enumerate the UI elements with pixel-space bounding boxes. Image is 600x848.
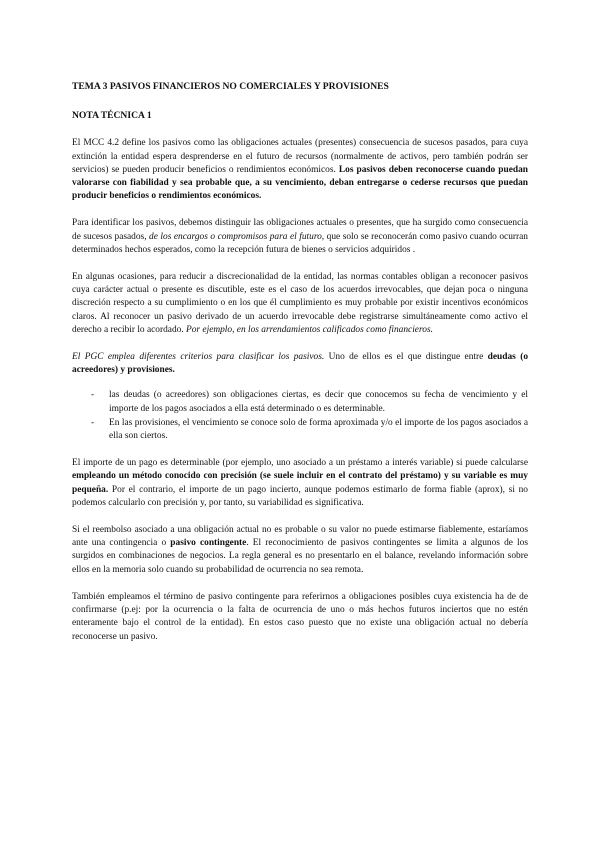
paragraph-2-italic: de los encargos o compromisos para el futuro,	[149, 231, 325, 242]
paragraph-6	[72, 524, 528, 577]
document-title: TEMA 3 PASIVOS FINANCIEROS NO COMERCIALES Y PROVISIONES	[72, 81, 389, 92]
paragraph-2-text-b: que solo se reconocerán como pasivo cuando ocurran determinados hechos esperados, como la recepción futura de bienes o servicios adquiridos .	[72, 231, 528, 255]
paragraph-1	[72, 137, 528, 203]
paragraph-2	[72, 217, 528, 257]
list-item-dash: -	[91, 390, 95, 401]
list-item	[92, 389, 528, 415]
list-item-dash: -	[91, 417, 95, 428]
paragraph-5-text-a: El importe de un pago es determinable (por ejemplo, uno asociado a un préstamo a interés variable) si puede calcularse	[72, 458, 528, 469]
bullet-list	[72, 389, 528, 443]
paragraph-3	[72, 271, 528, 337]
document-subtitle: NOTA TÉCNICA 1	[72, 110, 152, 122]
paragraph-1-bold: Los pasivos deben reconocerse cuando puedan valorarse con fiabilidad y sea probable que, a su vencimiento, deban entregarse o cederse recursos que puedan producir beneficios o rendimientos económicos.	[72, 164, 528, 202]
paragraph-5-bold: empleando un método conocido con precisión (se suele incluir en el contrato del préstamo) y su variable es muy pequeña.	[72, 471, 528, 495]
paragraph-6-text-a: Si el reembolso asociado a una obligación actual no es probable o su valor no puede estimarse fiablemente, estaríamos ante una contingencia o	[72, 525, 528, 549]
paragraph-7	[72, 591, 528, 644]
list-item-text: En las provisiones, el vencimiento se conoce solo de forma aproximada y/o el importe de los pagos asociados a ella son ciertos.	[109, 417, 528, 442]
paragraph-4-bold: deudas (o acreedores) y provisiones.	[72, 352, 529, 376]
paragraph-2-text-a: Para identificar los pasivos, debemos distinguir las obligaciones actuales o presentes, que ha surgido como consecuencia de sucesos pasados,	[72, 218, 528, 242]
paragraph-4-italic: El PGC emplea diferentes criterios para clasificar los pasivos.	[72, 352, 325, 363]
paragraph-3-italic: Por ejemplo, en los arrendamientos calificados como financieros.	[186, 324, 433, 335]
paragraph-4	[72, 351, 528, 377]
paragraph-5	[72, 457, 528, 510]
paragraph-4-text: Uno de ellos es el que distingue entre	[324, 352, 488, 363]
paragraph-6-text-b: . El reconocimiento de pasivos contingentes se limita a algunos de los surgidos en combinaciones de negocios. La regla general es no presentarlo en el balance, revelando información sobre ellos en la memoria solo cuando su probabilidad de ocurrencia no sea remota.	[72, 538, 529, 575]
paragraph-1-text: El MCC 4.2 define los pasivos como las obligaciones actuales (presentes) consecuencia de sucesos pasados, para cuya extinción la entidad espera desprenderse en el futuro de recursos (normalmente de activos, pero también podrán ser servicios) se pueden producir beneficios o rendimientos económicos.	[72, 138, 528, 175]
paragraph-5-text-b: Por el contrario, el importe de un pago incierto, aunque podemos estimarlo de forma fiable (aprox), si no podemos calcularlo con precisión y, por tanto, su variabilidad es significativa.	[72, 484, 528, 508]
document-page	[72, 80, 528, 644]
paragraph-7-text: También empleamos el término de pasivo contingente para referirnos a obligaciones posibles cuya existencia ha de de confirmarse (p.ej: por la ocurrencia o la falta de ocurrencia de uno o más hechos futuros inciertos que no estén enteramente bajo el control de la entidad). En estos caso puesto que no existe una obligación actual no debería reconocerse un pasivo.	[72, 591, 528, 642]
list-item	[92, 417, 528, 443]
paragraph-6-bold: pasivo contingente	[170, 538, 247, 549]
paragraph-3-text: En algunas ocasiones, para reducir a discrecionalidad de la entidad, las normas contables obligan a reconocer pasivos cuya carácter actual o presente es discutible, este es el caso de los acuerdos irrevocables, que dejan poca o ninguna discreción respecto a su cumplimiento o en los que él cumplimiento es muy probable por existir incentivos económicos claros. Al reconocer un pasivo derivado de un acuerdo irrevocable debe registrarse simultáneamente como activo el derecho a recibir lo acordado.	[72, 272, 528, 335]
list-item-text: las deudas (o acreedores) son obligaciones ciertas, es decir que conocemos su fecha de vencimiento y el importe de los pagos asociados a ella está determinado o es determinable.	[109, 390, 528, 414]
